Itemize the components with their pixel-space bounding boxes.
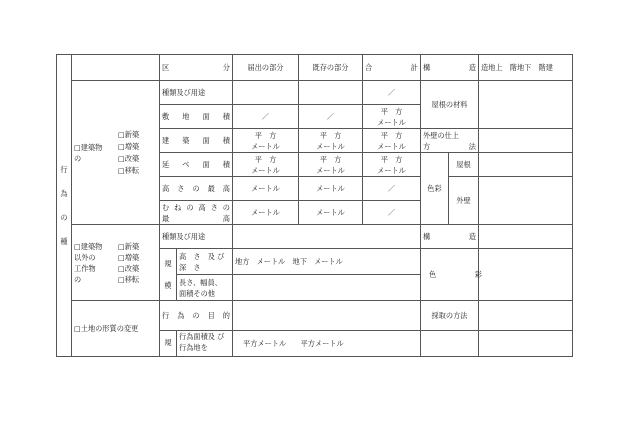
- cell-gaiheki-value[interactable]: [479, 129, 573, 153]
- cell-kenchiku-kison[interactable]: [299, 129, 363, 153]
- cell-mune-kison[interactable]: メートル: [299, 201, 363, 225]
- checkbox-iten-1[interactable]: □移転: [118, 166, 140, 175]
- label-shurui-youto: 種類及び用途: [160, 81, 233, 105]
- cell-takasa-fukasa-value[interactable]: 地方 メートル 地下 メートル: [233, 249, 421, 275]
- label-saishu-houhou: 採取の方法: [421, 301, 479, 331]
- unit-top: 平 方: [319, 154, 342, 164]
- label-koui-menseki: 行為面積及 び行為地を: [177, 331, 233, 357]
- unit-top: 平 方: [380, 130, 403, 140]
- cell-mune-todokede[interactable]: メートル: [233, 201, 299, 225]
- cell-shurui-todokede[interactable]: [233, 81, 299, 105]
- unit-bottom: メートル: [377, 141, 406, 151]
- unit-bottom: メートル: [251, 141, 280, 151]
- label-kibo-2: 規 模: [160, 249, 177, 301]
- label-takasa-saikou: 高 さ の 最 高: [160, 177, 233, 201]
- checkbox-iten-2[interactable]: □移転: [118, 274, 140, 284]
- cell-nagasa-value[interactable]: [233, 275, 421, 301]
- header-todokede: 届出の部分: [233, 55, 299, 81]
- label-heki: 外壁: [449, 177, 479, 225]
- unit-bottom: メートル: [316, 141, 345, 151]
- checkbox-kenchikubutsu[interactable]: □建築物 の: [74, 142, 103, 163]
- label-shikisai: 色彩: [421, 153, 449, 225]
- cell-kouzou-value-2[interactable]: [479, 225, 573, 249]
- side-label-koui-shurui: [57, 55, 72, 357]
- cell-kenchiku-goukei[interactable]: [363, 129, 421, 153]
- checkbox-kousakubutsu[interactable]: □建築物 以外の 工作物 の: [74, 241, 103, 284]
- header-floors: 造地上 階地下 階建: [479, 55, 573, 81]
- cell-shurui-value-2[interactable]: [233, 225, 421, 249]
- label-kouzou-2: 構 造: [421, 225, 479, 249]
- group2-checkbox-cell: [72, 225, 160, 301]
- label-yane: 屋根: [449, 153, 479, 177]
- header-kubun: 区 分: [160, 55, 233, 81]
- header-kison: 既存の部分: [299, 55, 363, 81]
- cell-mokuteki-value[interactable]: [233, 301, 421, 331]
- checkbox-shinchiku-1[interactable]: □新築: [118, 130, 140, 139]
- header-blank: [72, 55, 160, 81]
- cell-nobe-goukei[interactable]: [363, 153, 421, 177]
- unit-top: 平 方: [319, 130, 342, 140]
- checkbox-shinchiku-2[interactable]: □新築: [118, 241, 140, 251]
- label-koui-mokuteki: 行 為 の 目 的: [160, 301, 233, 331]
- cell-blank-3a[interactable]: [421, 331, 479, 357]
- cell-shikichi-goukei[interactable]: [363, 105, 421, 129]
- cell-takasa-goukei: ／: [363, 177, 421, 201]
- side-char-1: 行: [60, 165, 68, 174]
- checkbox-zouchiku-1[interactable]: □増築: [118, 142, 140, 151]
- cell-yane-color[interactable]: [479, 153, 573, 177]
- checkbox-zouchiku-2[interactable]: □増築: [118, 252, 140, 262]
- group1-checkbox-cell: [72, 81, 160, 225]
- cell-shikichi-todokede: ／: [233, 105, 299, 129]
- unit-bottom: メートル: [316, 165, 345, 175]
- cell-takasa-kison[interactable]: メートル: [299, 177, 363, 201]
- header-kouzou: 構 造: [421, 55, 479, 81]
- cell-nobe-kison[interactable]: [299, 153, 363, 177]
- cell-nobe-todokede[interactable]: [233, 153, 299, 177]
- checkbox-kaichiku-1[interactable]: □改築: [118, 154, 140, 163]
- unit-bottom: メートル: [377, 165, 406, 175]
- unit-bottom: メートル: [251, 165, 280, 175]
- cell-shurui-goukei: ／: [363, 81, 421, 105]
- label-shikichi-menseki: 敷 地 面 積: [160, 105, 233, 129]
- application-form-table: [56, 54, 573, 357]
- label-kibo-3: 規: [160, 331, 177, 357]
- side-char-3: の: [60, 213, 68, 222]
- cell-mune-goukei: ／: [363, 201, 421, 225]
- unit-top: 平 方: [254, 130, 277, 140]
- label-nagasa-menseki: 長さ、幅員、 面積その他: [177, 275, 233, 301]
- cell-heki-color[interactable]: [479, 177, 573, 225]
- cell-shurui-kison[interactable]: [299, 81, 363, 105]
- cell-shikisai-value-2[interactable]: [479, 249, 573, 301]
- label-shikisai-2: 色 彩: [421, 249, 479, 301]
- label-shurui-youto-2: 種類及び用途: [160, 225, 233, 249]
- header-goukei: 合 計: [363, 55, 421, 81]
- cell-yane-zairyo-value[interactable]: [479, 81, 573, 129]
- label-yane-zairyo: 屋根の材料: [421, 81, 479, 129]
- label-kenchiku-menseki: 建 築 面 積: [160, 129, 233, 153]
- unit-top: 平 方: [380, 106, 403, 116]
- checkbox-kaichiku-2[interactable]: □改築: [118, 263, 140, 273]
- cell-koui-menseki-value[interactable]: 平方メートル 平方メートル: [233, 331, 421, 357]
- side-char-2: 為: [60, 189, 68, 198]
- cell-blank-3b[interactable]: [479, 331, 573, 357]
- cell-kenchiku-todokede[interactable]: [233, 129, 299, 153]
- label-nobe-menseki: 延 べ 面 積: [160, 153, 233, 177]
- cell-takasa-todokede[interactable]: メートル: [233, 177, 299, 201]
- side-char-4: 種: [60, 237, 68, 246]
- unit-bottom: メートル: [377, 117, 406, 127]
- cell-shikichi-kison: ／: [299, 105, 363, 129]
- unit-top: 平 方: [380, 154, 403, 164]
- checkbox-tochi-keishitsu[interactable]: □土地の形質の変更: [72, 301, 160, 357]
- cell-saishu-value[interactable]: [479, 301, 573, 331]
- label-gaiheki-shiage: 外壁の仕上 方 法: [421, 129, 479, 153]
- label-takasa-fukasa: 高 さ 及 び 深 さ: [177, 249, 233, 275]
- label-mune-takasa: む ね の 高 さ の 最 高: [160, 201, 233, 225]
- unit-top: 平 方: [254, 154, 277, 164]
